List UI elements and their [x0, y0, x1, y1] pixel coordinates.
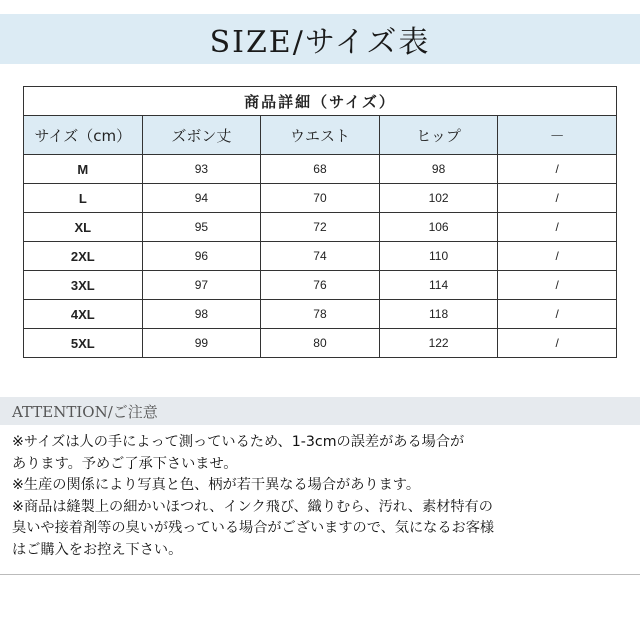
hip-cell: 106 [379, 213, 498, 242]
waist-cell: 78 [261, 300, 380, 329]
length-cell: 95 [142, 213, 261, 242]
hip-cell: 114 [379, 271, 498, 300]
hip-cell: 102 [379, 184, 498, 213]
column-header-hip: ヒップ [379, 116, 498, 155]
note-line: ※商品は縫製上の細かいほつれ、インク飛び、織りむら、汚れ、素材特有の [12, 498, 493, 515]
table-row [24, 184, 617, 213]
size-table [23, 86, 617, 358]
table-caption-row [24, 87, 617, 116]
length-cell: 98 [142, 300, 261, 329]
table-row [24, 300, 617, 329]
extra-cell: / [498, 329, 617, 358]
waist-cell: 74 [261, 242, 380, 271]
title-banner [0, 14, 640, 64]
column-header-waist: ウエスト [261, 116, 380, 155]
column-header-size: サイズ（cm） [24, 116, 143, 155]
note-line: ※サイズは人の手によって測っているため、1-3cmの誤差がある場合が [12, 434, 465, 450]
size-cell: 5XL [24, 329, 143, 358]
hip-cell: 118 [379, 300, 498, 329]
size-cell: 2XL [24, 242, 143, 271]
note-line: ※生産の関係により写真と色、柄が若干異なる場合があります。 [12, 477, 421, 493]
waist-cell: 72 [261, 213, 380, 242]
table-row [24, 329, 617, 358]
table-header-row [24, 116, 617, 155]
length-cell: 99 [142, 329, 261, 358]
table-row [24, 155, 617, 184]
extra-cell: / [498, 155, 617, 184]
hip-cell: 98 [379, 155, 498, 184]
note-line: はご購入をお控え下さい。 [12, 541, 183, 558]
length-cell: 94 [142, 184, 261, 213]
waist-cell: 68 [261, 155, 380, 184]
attention-header [0, 397, 640, 425]
length-cell: 97 [142, 271, 261, 300]
page-title: SIZE/サイズ表 [209, 25, 431, 60]
size-cell: M [24, 155, 143, 184]
attention-notes [12, 432, 632, 561]
waist-cell: 70 [261, 184, 380, 213]
column-header-extra: － [498, 116, 617, 155]
size-cell: XL [24, 213, 143, 242]
hip-cell: 122 [379, 329, 498, 358]
extra-cell: / [498, 213, 617, 242]
waist-cell: 76 [261, 271, 380, 300]
extra-cell: / [498, 300, 617, 329]
table-caption: 商品詳細（サイズ） [24, 87, 617, 116]
table-row [24, 271, 617, 300]
size-cell: 4XL [24, 300, 143, 329]
attention-title: ATTENTION/ご注意 [12, 402, 158, 421]
size-cell: 3XL [24, 271, 143, 300]
note-line: あります。予めご了承下さいませ。 [12, 455, 238, 472]
size-cell: L [24, 184, 143, 213]
extra-cell: / [498, 242, 617, 271]
length-cell: 93 [142, 155, 261, 184]
extra-cell: / [498, 271, 617, 300]
waist-cell: 80 [261, 329, 380, 358]
column-header-length: ズボン丈 [142, 116, 261, 155]
length-cell: 96 [142, 242, 261, 271]
notes-divider [0, 574, 640, 575]
table-row [24, 213, 617, 242]
size-table-container [23, 86, 617, 358]
table-row [24, 242, 617, 271]
note-line: 臭いや接着剤等の臭いが残っている場合がございますので、気になるお客様 [12, 520, 495, 536]
extra-cell: / [498, 184, 617, 213]
hip-cell: 110 [379, 242, 498, 271]
